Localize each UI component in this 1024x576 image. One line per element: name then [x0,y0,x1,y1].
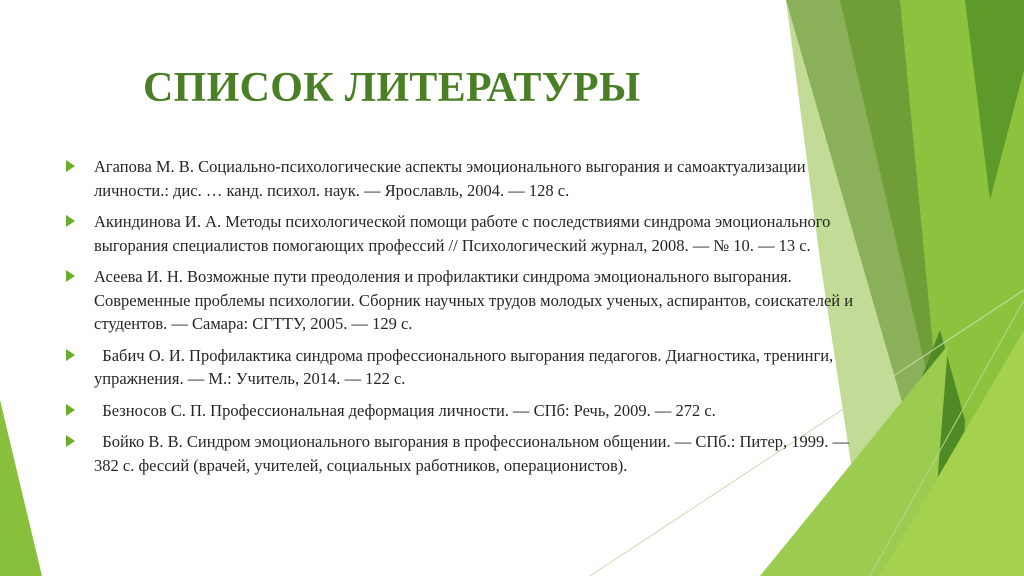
triangle-bullet-icon [66,270,75,282]
list-item [66,430,866,477]
triangle-bullet-icon [66,215,75,227]
triangle-bullet-icon [66,435,75,447]
list-item [66,210,866,257]
list-item [66,344,866,391]
reference-text: Безносов С. П. Профессиональная деформация личности. — СПб: Речь, 2009. — 272 с. [94,400,716,420]
page-title: СПИСОК ЛИТЕРАТУРЫ [143,65,641,111]
list-item [66,155,866,202]
left-facet [0,400,42,576]
reference-list [66,155,866,485]
reference-text: Агапова М. В. Социально-психологические аспекты эмоционального выгорания и самоактуализации личности.: дис. … канд. психол. наук. — Ярославль, 2004. — 128 с. [94,157,806,200]
reference-text: Бойко В. В. Синдром эмоционального выгорания в профессиональном общении. — СПб.: Питер, 1999. — 382 с. фессий (врачей, учителей, социальных работников, операционистов). [94,432,854,475]
reference-text: Бабич О. И. Профилактика синдрома профессионального выгорания педагогов. Диагностика, тренинги, упражнения. — М.: Учитель, 2014. — 122 с. [94,345,838,388]
triangle-bullet-icon [66,349,75,361]
reference-text: Акиндинова И. А. Методы психологической помощи работе с последствиями синдрома эмоционального выгорания специалистов помогающих профессий // Психологический журнал, 2008. — № 10. — 13 с. [94,212,831,255]
list-item [66,399,866,423]
list-item [66,265,866,336]
reference-text: Асеева И. Н. Возможные пути преодоления и профилактики синдрома эмоционального выгорания. Современные проблемы психологии. Сборник научных трудов молодых ученых, аспирантов, соискателей и студентов. — Самара: СГТТУ, 2005. — 129 с. [94,267,854,333]
triangle-bullet-icon [66,160,75,172]
triangle-bullet-icon [66,404,75,416]
